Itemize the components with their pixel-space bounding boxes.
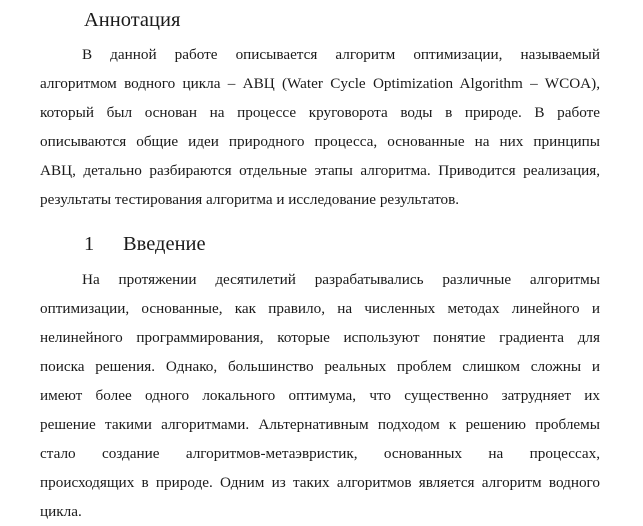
abstract-line: алгоритмом водного цикла – АВЦ (Water Cycle Optimization Algorithm – WCOA), [40, 75, 600, 92]
intro-line: На протяжении десятилетий разрабатывались различные алгоритмы [82, 271, 600, 288]
abstract-line: описываются общие идеи природного процесса, основанные на них принципы [40, 133, 600, 150]
intro-paragraph [40, 265, 600, 526]
intro-line: цикла. [40, 503, 82, 520]
abstract-line: АВЦ, детально разбираются отдельные этапы алгоритма. Приводится реализация, [40, 162, 600, 179]
intro-line: решение такими алгоритмами. Альтернативным подходом к решению проблемы [40, 416, 600, 433]
intro-line: поиска решения. Однако, большинство реальных проблем слишком сложны и [40, 358, 600, 375]
abstract-line: В данной работе описывается алгоритм оптимизации, называемый [82, 46, 600, 63]
intro-line: нелинейного программирования, которые используют понятие градиента для [40, 329, 600, 346]
section-title: Введение [123, 233, 206, 255]
intro-line: имеют более одного локального оптимума, что существенно затрудняет их [40, 387, 600, 404]
abstract-paragraph [40, 40, 600, 214]
intro-line: стало создание алгоритмов-метаэвристик, основанных на процессах, [40, 445, 600, 462]
intro-line: оптимизации, основанные, как правило, на численных методах линейного и [40, 300, 600, 317]
intro-line: происходящих в природе. Одним из таких алгоритмов является алгоритм водного [40, 474, 600, 491]
section-heading [84, 232, 206, 256]
section-number: 1 [84, 233, 95, 255]
abstract-heading: Аннотация [84, 9, 181, 31]
abstract-line: который был основан на процессе круговорота воды в природе. В работе [40, 104, 600, 121]
abstract-line: результаты тестирования алгоритма и исследование результатов. [40, 191, 460, 208]
